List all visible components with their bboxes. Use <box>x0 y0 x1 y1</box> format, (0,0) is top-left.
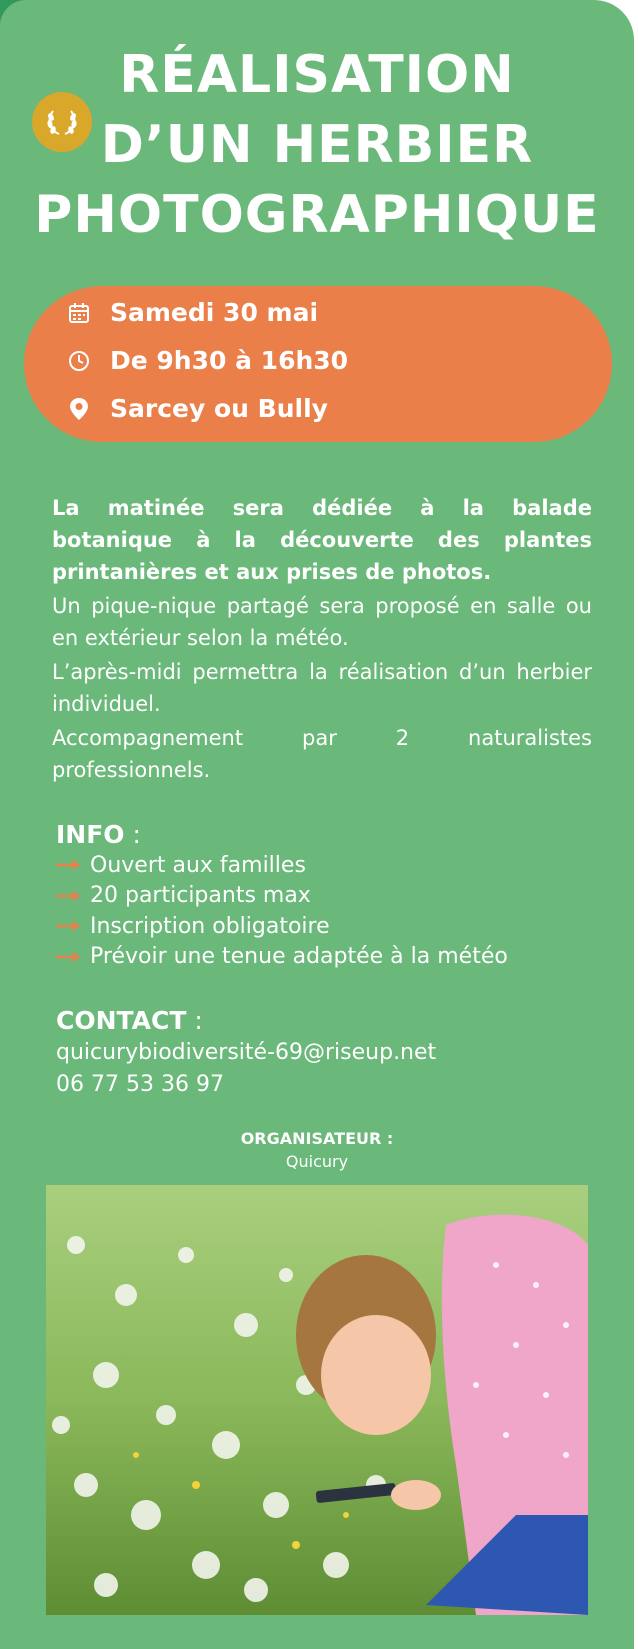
info-item-text: 20 participants max <box>90 883 311 909</box>
event-date <box>66 298 318 327</box>
list-item <box>56 911 508 942</box>
organizer-name: Quicury <box>285 1152 349 1171</box>
event-time-text: De 9h30 à 16h30 <box>110 346 349 375</box>
calendar-icon <box>66 300 92 326</box>
contact-phone[interactable]: 06 77 53 36 97 <box>56 1072 224 1097</box>
title-line-3: PHOTOGRAPHIQUE <box>34 185 600 245</box>
photo-child-in-meadow <box>46 1185 588 1615</box>
info-item-text: Ouvert aux familles <box>90 852 306 878</box>
description-afternoon: L’après-midi permettra la réalisation d’un herbier individuel. <box>52 660 592 716</box>
contact-email[interactable]: quicurybiodiversité-69@riseup.net <box>56 1040 437 1065</box>
info-title-text: INFO <box>56 820 125 849</box>
info-title: INFO : <box>56 820 141 849</box>
list-item <box>56 942 508 973</box>
info-item-text: Prévoir une tenue adaptée à la météo <box>90 944 508 970</box>
arrow-right-icon <box>56 891 80 901</box>
arrow-right-icon <box>56 921 80 931</box>
info-item-text: Inscription obligatoire <box>90 913 330 939</box>
description-picnic: Un pique-nique partagé sera proposé en salle ou en extérieur selon la météo. <box>52 594 592 650</box>
description-guides: Accompagnement par 2 naturalistes professionnels. <box>52 726 592 782</box>
arrow-right-icon <box>56 952 80 962</box>
event-location <box>66 394 328 423</box>
page-title <box>0 40 634 250</box>
organizer-label: ORGANISATEUR : <box>240 1129 394 1148</box>
event-location-text: Sarcey ou Bully <box>110 394 328 423</box>
contact-title-text: CONTACT <box>56 1006 187 1035</box>
list-item <box>56 850 508 881</box>
event-date-text: Samedi 30 mai <box>110 298 319 327</box>
title-line-1: RÉALISATION <box>119 45 515 105</box>
clock-icon <box>66 348 92 374</box>
event-time <box>66 346 348 375</box>
title-line-2: D’UN HERBIER <box>100 115 534 175</box>
list-item <box>56 881 508 912</box>
contact-title: CONTACT : <box>56 1006 203 1035</box>
location-pin-icon <box>66 396 92 422</box>
info-list <box>56 850 508 972</box>
arrow-right-icon <box>56 860 80 870</box>
description-intro: La matinée sera dédiée à la balade botanique à la découverte des plantes printanières et aux prises de photos. <box>52 496 592 584</box>
